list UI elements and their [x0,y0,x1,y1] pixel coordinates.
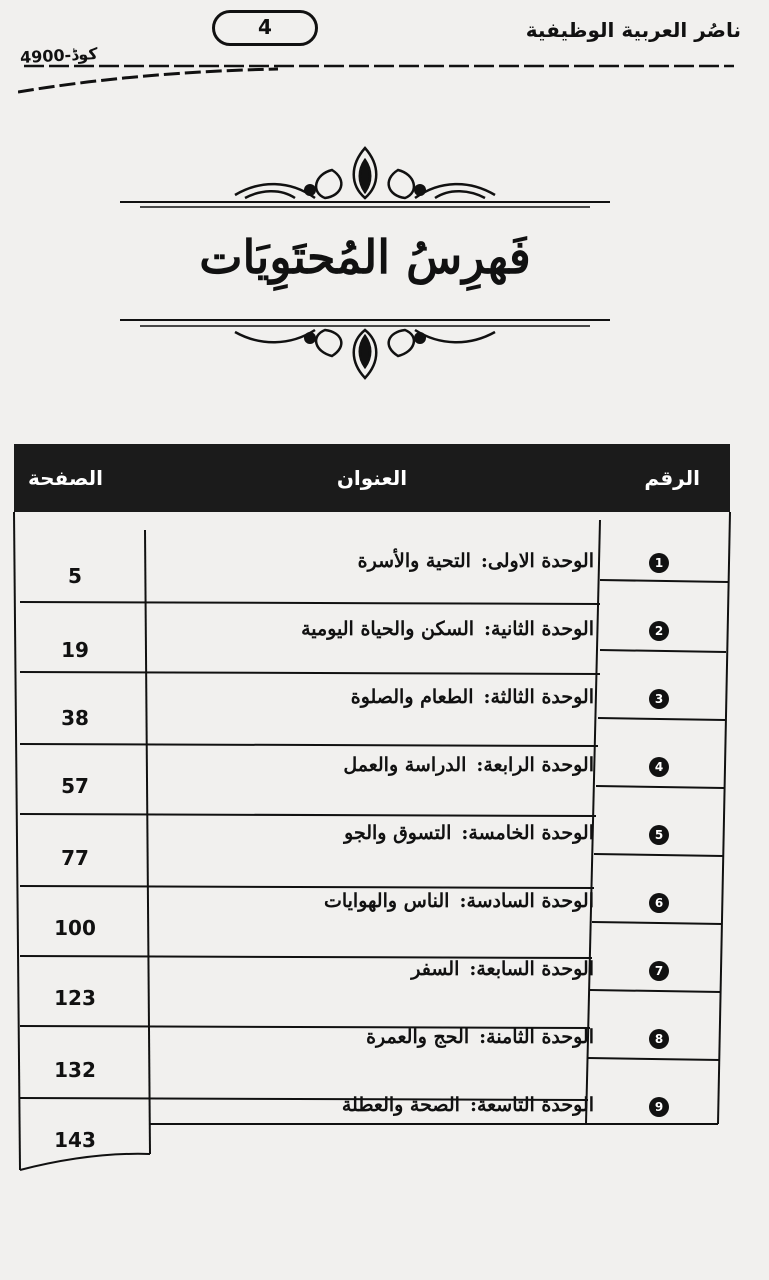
unit-topic: الدراسة والعمل [343,754,467,776]
row-number-badge: 7 [649,961,669,981]
unit-label: الوحدة السابعة: [469,958,594,980]
table-row [0,530,769,600]
row-page: 5 [68,564,82,588]
table-row [0,598,769,668]
row-title [150,754,594,776]
header-page: الصفحة [28,466,104,490]
table-header [14,444,730,512]
unit-topic: السكن والحياة اليومية [301,618,475,640]
top-ornament [120,140,610,215]
bottom-ornament [120,312,610,382]
row-title [150,686,594,708]
unit-topic: الطعام والصلوة [350,686,474,708]
table-row [0,802,769,872]
row-number-badge: 9 [649,1097,669,1117]
book-code: کوڈ-4900 [19,43,99,68]
row-page: 77 [61,846,89,870]
row-title [150,890,594,912]
table-row [0,734,769,804]
row-page: 132 [54,1058,96,1082]
header-number: الرقم [644,466,700,490]
row-title [150,958,594,980]
row-page: 38 [61,706,89,730]
row-number-badge: 2 [649,621,669,641]
row-title [150,550,594,572]
row-number-badge: 3 [649,689,669,709]
unit-label: الوحدة التاسعة: [469,1094,594,1116]
row-number-badge: 1 [649,553,669,573]
table-row [0,666,769,736]
table-row [0,938,769,1008]
page-title: فَهرِسُ المُحتَوِيَات [199,230,531,284]
unit-topic: الصحة والعطلة [341,1094,460,1116]
row-page: 100 [54,916,96,940]
unit-label: الوحدة الثانية: [484,618,594,640]
row-page: 57 [61,774,89,798]
page-number: 4 [212,10,318,46]
unit-label: الوحدة الاولى: [480,550,594,572]
table-row [0,1074,769,1152]
row-page: 19 [61,638,89,662]
unit-label: الوحدة الثامنة: [479,1026,594,1048]
row-title [150,1026,594,1048]
table-row [0,1006,769,1082]
row-title [150,618,594,640]
table-row [0,870,769,940]
unit-topic: التسوق والجو [344,822,452,844]
row-title [150,1094,594,1116]
book-title: ناصُر العربية الوظيفية [525,18,741,42]
row-number-badge: 8 [649,1029,669,1049]
row-number-badge: 6 [649,893,669,913]
header-dashed-rule [18,60,738,100]
row-page: 143 [54,1128,96,1152]
header-title: العنوان [336,466,408,490]
unit-topic: الناس والهوايات [323,890,450,912]
unit-topic: الحج والعمرة [366,1026,470,1048]
unit-topic: السفر [411,958,460,980]
row-number-badge: 5 [649,825,669,845]
unit-label: الوحدة الخامسة: [461,822,594,844]
row-number-badge: 4 [649,757,669,777]
row-title [150,822,594,844]
row-page: 123 [54,986,96,1010]
unit-label: الوحدة الرابعة: [476,754,594,776]
unit-label: الوحدة الثالثة: [483,686,594,708]
unit-label: الوحدة السادسة: [459,890,594,912]
unit-topic: التحية والأسرة [357,550,471,572]
